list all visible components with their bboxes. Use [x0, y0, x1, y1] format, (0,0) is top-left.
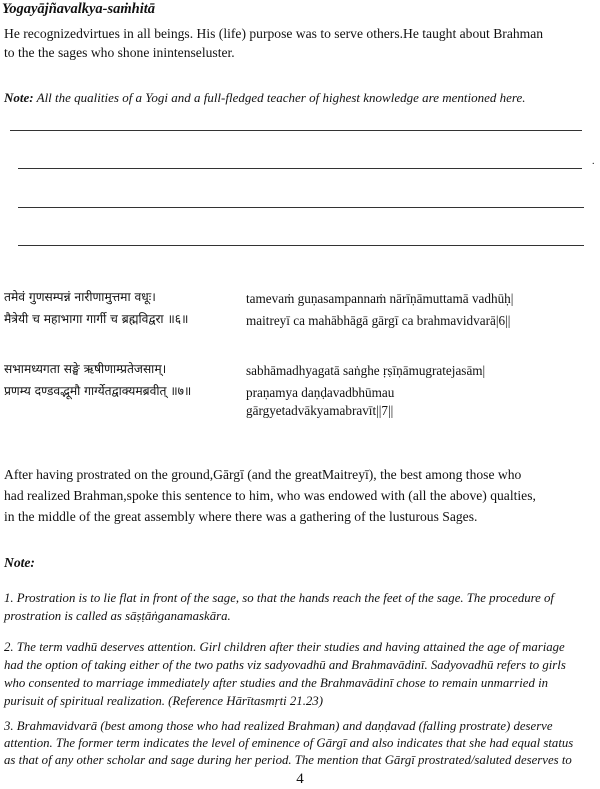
verse-7-dev-line-1: सभामध्यगता सङ्घे ऋषीणाम्प्रतेजसाम्। [4, 362, 167, 376]
footnote-2-line-4: purisuit of spiritual realization. (Reference Hārītasmṛti 21.23) [4, 694, 323, 708]
footnote-2-line-3: who consented to marriage immediately after studies and the Brahmavādinī chose to remain unmarried in [4, 676, 549, 690]
footnote-3-line-2: attention. The former term indicates the level of eminence of Gārgī and also indicates that she had equal status [4, 736, 574, 750]
blank-line-3 [18, 207, 584, 208]
verse-6-translit-line-2: maitreyī ca mahābhāgā gārgī ca brahmavidvarā|6|| [246, 313, 511, 328]
verse-7-translit-line-3: gārgyetadvākyamabravīt||7|| [246, 403, 394, 418]
footnote-3-line-3: as that of any other scholar and sage during her period. The mention that Gārgī prostrated/saluted deserves to [4, 753, 572, 767]
verse-6-dev-line-1: तमेवं गुणसम्पन्नं नारीणामुत्तमा वधूः। [4, 290, 156, 304]
page-number: 4 [296, 771, 304, 787]
note-1 [4, 88, 596, 107]
intro-line-1: He recognizedvirtues in all beings. His (life) purpose was to serve others.He taught about Brahman [4, 26, 544, 41]
blank-line-1 [10, 130, 582, 131]
translation-line-2: had realized Brahman,spoke this sentence to him, who was endowed with (all the above) qualties, [4, 488, 536, 503]
footnote-2-line-2: had the option of taking either of the two paths viz sadyovadhū and Brahmavādinī. Sadyovadhū refers to girls [4, 658, 566, 672]
blank-line-4 [18, 245, 584, 246]
dot-mark: . [592, 156, 595, 167]
verse-7-dev-line-2: प्रणम्य दण्डवद्भूमौ गार्ग्येतद्वाक्यमब्रवीत् ॥७॥ [4, 384, 192, 398]
translation-line-3: in the middle of the great assembly where there was a gathering of the lusturous Sages. [4, 509, 478, 524]
verse-7-translit-line-1: sabhāmadhyagatā saṅghe ṛṣīṇāmugratejasām| [246, 363, 486, 378]
blank-line-2 [18, 168, 582, 169]
page-title: Yogayājñavalkya-saṁhitā [2, 1, 156, 17]
footnote-1-line-2: prostration is called as sāṣṭāṅganamaskāra. [4, 609, 231, 623]
translation-line-1: After having prostrated on the ground,Gārgī (and the greatMaitreyī), the best among those who [4, 467, 522, 482]
verse-6-translit-line-1: tamevaṁ guṇasampannaṁ nārīṇāmuttamā vadhūḥ| [246, 291, 514, 306]
verse-6-dev-line-2: मैत्रेयी च महाभागा गार्गी च ब्रह्मविद्वरा ॥६॥ [4, 312, 189, 326]
footnote-1-line-1: 1. Prostration is to lie flat in front of the sage, so that the hands reach the feet of the sage. The procedure of [4, 591, 554, 605]
footnote-2-line-1: 2. The term vadhū deserves attention. Girl children after their studies and having attained the age of mariage [4, 640, 565, 654]
note-1-text: All the qualities of a Yogi and a full-fledged teacher of highest knowledge are mentioned here. [33, 90, 526, 105]
verse-7-translit-line-2: praṇamya daṇḍavadbhūmau [246, 385, 395, 400]
intro-line-2: to the the sages who shone inintenseluster. [4, 45, 235, 60]
notes-heading: Note: [4, 555, 35, 570]
note-1-label: Note: [4, 90, 34, 105]
footnote-3-line-1: 3. Brahmavidvarā (best among those who had realized Brahman) and daṇḍavad (falling prostrate) deserve [4, 719, 553, 733]
